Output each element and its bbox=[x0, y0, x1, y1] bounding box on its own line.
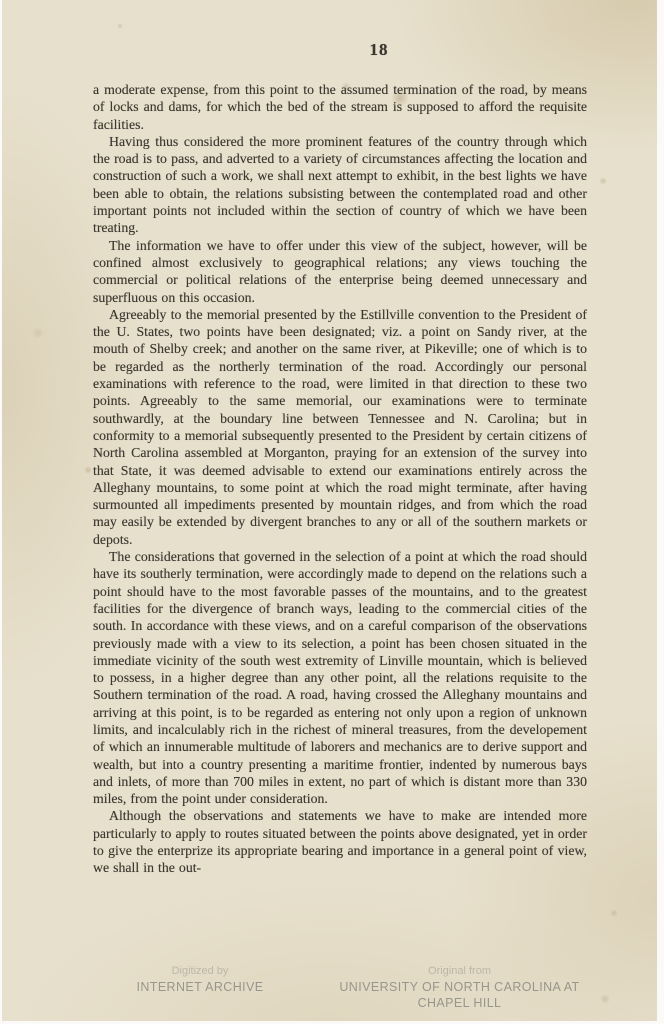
paragraph: Agreeably to the memorial presented by the Estillville convention to the President of the U. States, two points have been designated; viz. a point on Sandy river, at the mouth of Shelby creek; and another on the same river, at Pikeville; one of which is to be regarded as the northerly termination of the road. Accordingly our personal examinations with reference to the road, were limited in that direction to these two points. Agreeably to the same memorial, our examinations were to terminate southwardly, at the boundary line between Tennessee and N. Carolina; but in conformity to a memorial subsequently presented to the President by certain citizens of North Carolina assembled at Morganton, praying for an extension of the survey into that State, it was deemed advisable to extend our examinations entirely across the Alleghany mountains, to some point at which the road might terminate, after having surmounted all impediments presented by mountain ridges, and from which the road may easily be extended by divergent branches to any or all of the southern markets or depots. bbox=[93, 306, 587, 547]
watermark-university-line1: UNIVERSITY OF NORTH CAROLINA AT bbox=[339, 980, 580, 994]
paper-background bbox=[2, 0, 657, 1021]
paragraph: The considerations that governed in the selection of a point at which the road should have its southerly termination, were accordingly made to depend on the relations such a point should have to the most favorable passes of the mountains, and to the greatest facilities for the divergence of branch ways, leading to the commercial cities of the south. In accordance with these views, and on a careful comparison of the observations previously made with a view to its selection, a point has been chosen situated in the immediate vicinity of the south west extremity of Linville mountain, which is believed to possess, in a higher degree than any other point, all the relations requisite to the Southern termination of the road. A road, having crossed the Alleghany mountains and arriving at this point, is to be regarded as entering not only upon a region of unknown limits, and incalculably rich in the richest of mineral treasures, from the developement of which an innumerable multitude of laborers and mechanics are to derive support and wealth, but into a country presenting a maritime frontier, indented by numerous bays and inlets, of more than 700 miles in extent, no part of which is distant more than 330 miles, from the point under consideration. bbox=[93, 549, 587, 807]
paragraph: a moderate expense, from this point to the assumed termination of the road, by means of locks and dams, for which the bed of the stream is supposed to afford the requisite facilities. bbox=[93, 82, 587, 132]
paragraph: Although the observations and statements we have to make are intended more particularly to apply to routes situated between the points above designated, yet in order to give the enterprize its appropriate bearing and importance in a general point of view, we shall in the out- bbox=[93, 808, 587, 876]
page-text bbox=[93, 81, 587, 877]
watermark-digitized bbox=[100, 963, 300, 995]
watermark-original-label: Original from bbox=[428, 965, 491, 977]
paragraph: Having thus considered the more prominent features of the country through which the road is to pass, and adverted to a variety of circumstances affecting the location and construction of such a work, we shall next attempt to exhibit, in the best lights we have been able to obtain, the relations subsisting between the contemplated road and other important points not included within the section of country of which we have been treating. bbox=[93, 133, 587, 236]
page-number: 18 bbox=[369, 40, 389, 59]
watermark-internet-archive: INTERNET ARCHIVE bbox=[136, 980, 264, 994]
watermark-digitized-label: Digitized by bbox=[171, 965, 229, 977]
watermark-original bbox=[332, 963, 587, 1011]
watermark-university-line2: CHAPEL HILL bbox=[417, 996, 502, 1010]
paragraph: The information we have to offer under this view of the subject, however, will be confined almost exclusively to geographical relations; any views touching the commercial or political relations of the enterprise being deemed unnecessary and superfluous on this occasion. bbox=[93, 237, 587, 305]
